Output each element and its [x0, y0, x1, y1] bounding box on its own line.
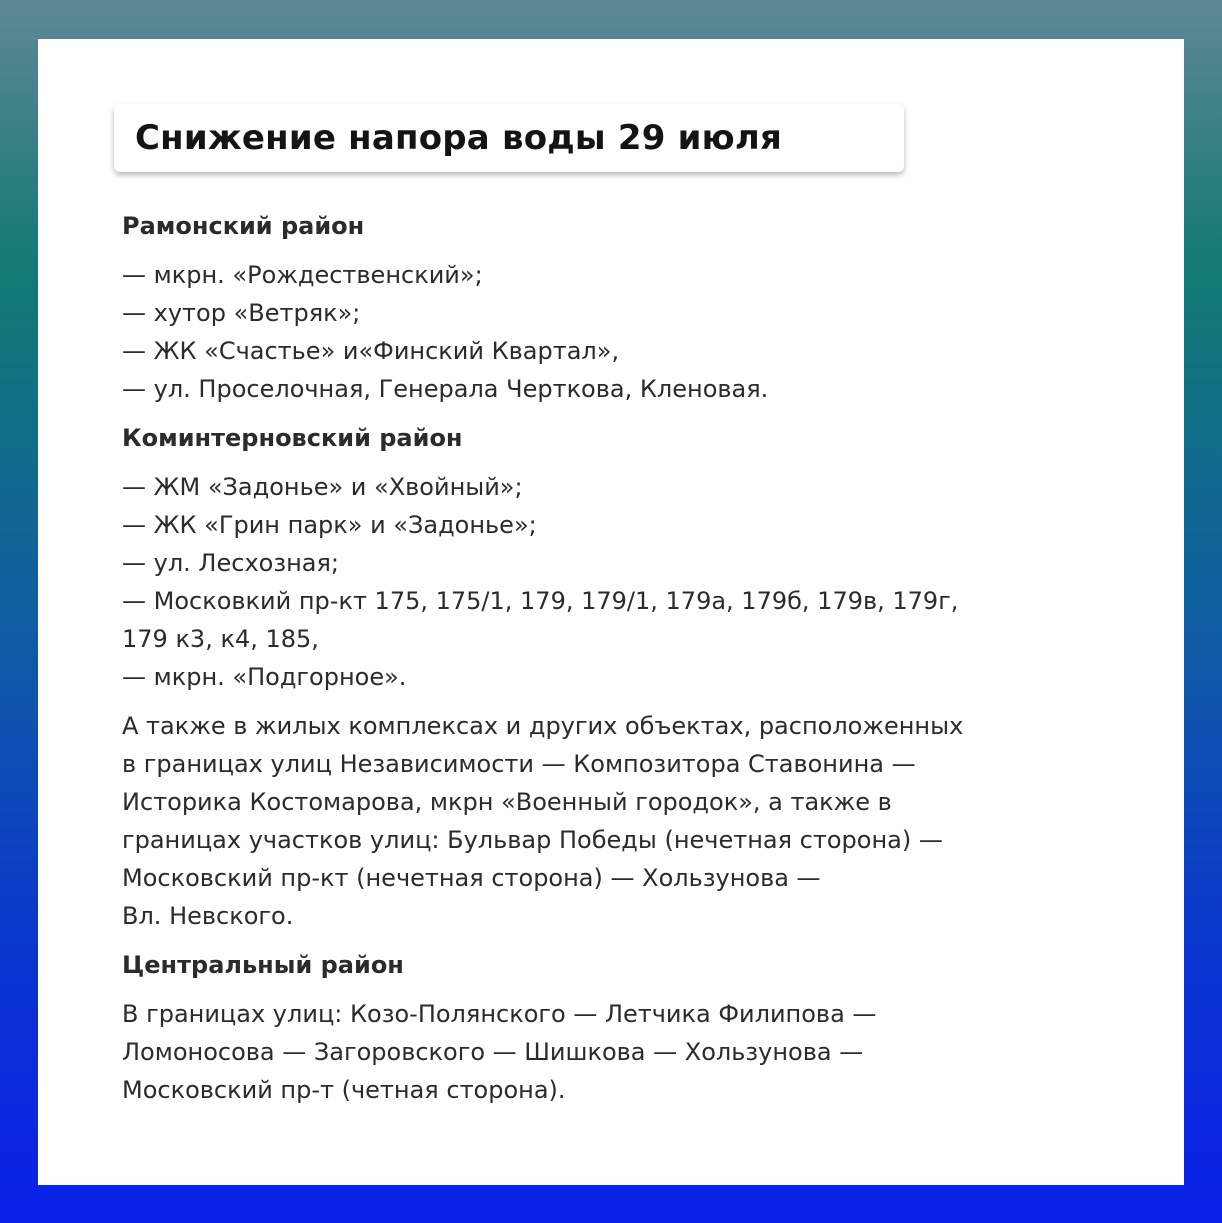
address-line: — Московкий пр-кт 175, 175/1, 179, 179/1, 179а, 179б, 179в, 179г, — [122, 587, 959, 615]
notice-card — [38, 39, 1184, 1185]
paragraph-line: Вл. Невского. — [122, 902, 294, 930]
address-line: — ул. Проселочная, Генерала Черткова, Кленовая. — [122, 375, 769, 403]
paragraph-line: А также в жилых комплексах и других объектах, расположенных — [122, 712, 964, 740]
address-line: Ломоносова — Загоровского — Шишкова — Хользунова — — [122, 1038, 864, 1066]
section-heading: Рамонский район — [122, 212, 365, 240]
title-box — [114, 104, 904, 172]
address-line: — ЖМ «Задонье» и «Хвойный»; — [122, 473, 523, 501]
section-kominternovsky — [122, 419, 1122, 935]
paragraph-line: границах участков улиц: Бульвар Победы (нечетная сторона) — — [122, 826, 943, 854]
section-heading: Коминтерновский район — [122, 424, 463, 452]
address-list — [122, 995, 1122, 1109]
address-line: — хутор «Ветряк»; — [122, 299, 361, 327]
paragraph-line: Московский пр-кт (нечетная сторона) — Хользунова — — [122, 864, 821, 892]
address-line: — ул. Лесхозная; — [122, 549, 340, 577]
notice-content — [122, 207, 1122, 1109]
section-ramonsky — [122, 207, 1122, 408]
address-line: — мкрн. «Рождественский»; — [122, 261, 483, 289]
address-line: 179 к3, к4, 185, — [122, 625, 319, 653]
address-list — [122, 256, 1122, 408]
address-line: В границах улиц: Козо-Полянского — Летчика Филипова — — [122, 1000, 877, 1028]
notice-title: Снижение напора воды 29 июля — [135, 118, 783, 158]
paragraph-line: Историка Костомарова, мкрн «Военный городок», а также в — [122, 788, 892, 816]
section-heading: Центральный район — [122, 951, 404, 979]
address-line: Московский пр-т (четная сторона). — [122, 1076, 566, 1104]
paragraph-line: в границах улиц Независимости — Композитора Ставонина — — [122, 750, 916, 778]
address-list — [122, 468, 1122, 696]
extra-paragraph — [122, 707, 1122, 935]
section-tsentralny — [122, 946, 1122, 1109]
address-line: — ЖК «Грин парк» и «Задонье»; — [122, 511, 537, 539]
address-line: — ЖК «Счастье» и«Финский Квартал», — [122, 337, 620, 365]
address-line: — мкрн. «Подгорное». — [122, 663, 407, 691]
